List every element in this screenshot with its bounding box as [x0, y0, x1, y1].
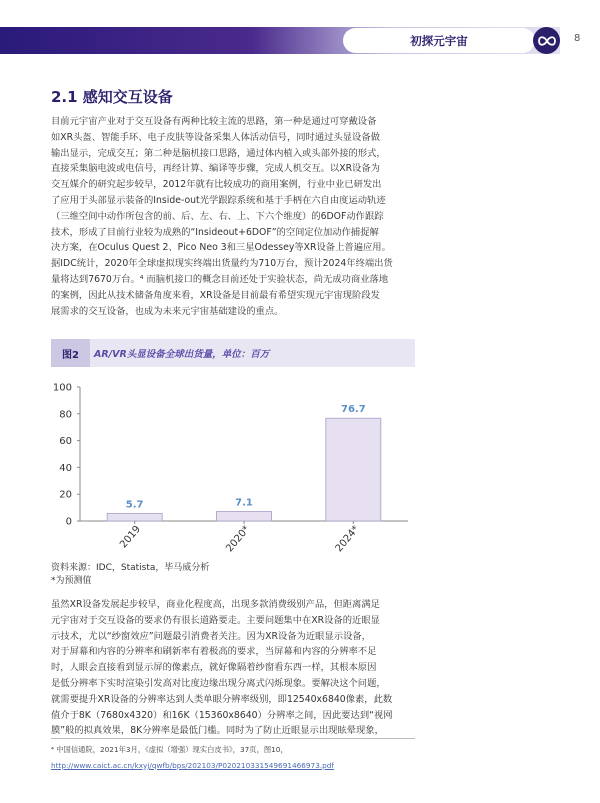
header-title: 初探元宇宙	[343, 28, 535, 53]
para1-line: 据IDC统计，2020年全球虚拟现实终端出货量约为710万台，预计2024年终端出货	[51, 258, 393, 270]
bar	[326, 418, 381, 521]
para1-line: 量将达到7670万台。⁴ 而脑机接口的概念目前还处于实验状态，尚无成功商业落地	[51, 273, 389, 285]
figure-tag: 图2	[51, 339, 90, 367]
y-tick-label: 40	[59, 462, 72, 474]
para1-line: 如XR头盔、智能手环、电子皮肤等设备采集人体活动信号，同时通过头显设备做	[51, 131, 380, 143]
bar-value-label: 76.7	[340, 404, 366, 416]
para1-line: （三维空间中动作所包含的前、后、左、右、上、下六个维度）的6DOF动作跟踪	[51, 210, 384, 222]
source-line: 资料来源：IDC，Statista，毕马威分析	[51, 563, 210, 573]
y-tick-label: 20	[59, 489, 72, 501]
y-tick-label: 80	[59, 409, 72, 421]
footnote-link[interactable]: http://www.caict.ac.cn/kxyj/qwfb/bps/202103/P020210331549691466973.pdf	[51, 761, 334, 770]
body-paragraph-2	[51, 597, 415, 739]
figure-title: AR/VR头显设备全球出货量，单位：百万	[94, 349, 270, 360]
y-tick-label: 60	[59, 436, 72, 448]
para2-line: 对于屏幕和内容的分辨率和刷新率有着极高的要求，当屏幕和内容的分辨率不足	[51, 646, 377, 658]
x-tick-label: 2024*	[333, 523, 362, 555]
bar-value-label: 5.7	[125, 499, 144, 511]
para1-line: 的案例，因此从技术储备角度来看，XR设备是目前最有希望实现元宇宙现阶段发	[51, 289, 380, 301]
para1-line: 技术，形成了目前行业较为成熟的“Insideout+6DOF”的空间定位加动作捕捉解	[51, 226, 379, 238]
para2-line: 膜”般的拟真效果，8K分辨率是最低门槛。同时为了防止近眼显示出现眩晕现象，	[51, 725, 384, 737]
x-tick-label: 2019	[118, 523, 143, 551]
footnote-rule	[51, 738, 415, 739]
y-tick-label: 0	[65, 516, 72, 528]
footnote-text: ⁴ 中国信通院，2021年3月，《虚拟（增强）现实白皮书》，37页，图10，	[51, 745, 288, 754]
section-heading: 2.1 感知交互设备	[51, 88, 173, 106]
page-number: 8	[574, 33, 581, 44]
para1-line: 决方案，在Oculus Quest 2、Pico Neo 3和三星Odessey等XR设备上普遍应用。	[51, 242, 391, 254]
para1-line: 直接采集脑电波或电信号，再经计算、编译等步骤，完成人机交互。以XR设备为	[51, 163, 380, 175]
y-tick-label: 100	[52, 382, 72, 394]
para2-line: 是低分辨率下实时渲染引发高对比度边缘出现分离式闪烁现象。要解决这个问题，	[51, 677, 386, 689]
para1-line: 目前元宇宙产业对于交互设备有两种比较主流的思路，第一种是通过可穿戴设备	[51, 116, 377, 127]
para1-line: 了应用于头部显示装备的Inside-out光学跟踪系统和基于手柄在六自由度运动轨迹	[51, 194, 386, 206]
forecast-note: *为预测值	[51, 576, 92, 586]
para2-line: 就需要提升XR设备的分辨率达到人类单眼分辨率级别，即12540x6840像素，此数	[51, 693, 393, 705]
para2-line: 虽然XR设备发展起步较早，商业化程度高，出现多款消费级别产品，但距离满足	[51, 599, 380, 610]
bar-value-label: 7.1	[235, 497, 253, 509]
para2-line: 时，人眼会直接看到显示屏的像素点，就好像隔着纱窗看东西一样，其根本原因	[51, 662, 377, 674]
x-tick-label: 2020*	[224, 523, 253, 555]
para2-line: 值介于8K（7680x4320）和16K（15360x8640）分辨率之间，因此要达到“视网	[51, 709, 393, 721]
bar	[107, 513, 162, 521]
para1-line: 交互媒介的研究起步较早，2012年就有比较成功的商用案例，行业中业已研发出	[51, 179, 382, 191]
para2-line: 示技术，尤以“纱窗效应”问题最引消费者关注。因为XR设备为近眼显示设备，	[51, 630, 371, 642]
bar	[217, 511, 272, 521]
para1-line: 展需求的交互设备，也成为未来元宇宙基础建设的重点。	[51, 305, 284, 317]
para2-line: 元宇宙对于交互设备的要求仍有很长道路要走。主要问题集中在XR设备的近眼显	[51, 614, 380, 626]
para1-line: 输出显示，完成交互；第二种是脑机接口思路，通过体内植入或头部外接的形式，	[51, 147, 386, 159]
